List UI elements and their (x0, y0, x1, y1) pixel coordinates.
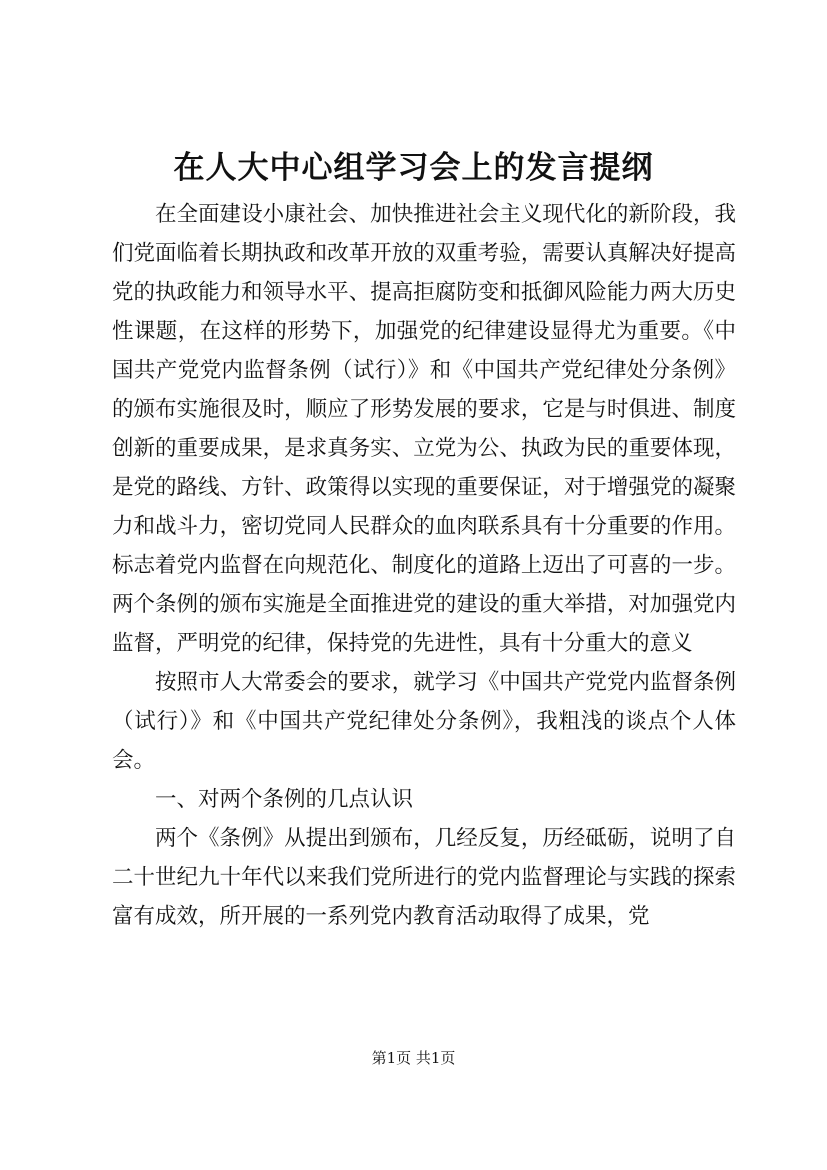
section-heading: 一、对两个条例的几点认识 (155, 787, 414, 812)
document-body (112, 195, 736, 936)
page-number-footer: 第1页 共1页 (371, 1049, 456, 1067)
paragraph-requirement: 按照市人大常委会的要求，就学习《中国共产党党内监督条例（试行）》和《中国共产党纪律处分条例》，我粗浅的谈点个人体会。 (112, 670, 736, 773)
paragraph-section-one: 两个《条例》从提出到颁布，几经反复，历经砥砺，说明了自二十世纪九十年代以来我们党所进行的党内监督理论与实践的探索富有成效，所开展的一系列党内教育活动取得了成果，党 (112, 826, 736, 929)
document-title: 在人大中心组学习会上的发言提纲 (173, 150, 654, 186)
paragraph-intro: 在全面建设小康社会、加快推进社会主义现代化的新阶段，我们党面临着长期执政和改革开放的双重考验，需要认真解决好提高党的执政能力和领导水平、提高拒腐防变和抵御风险能力两大历史性课题，在这样的形势下，加强党的纪律建设显得尤为重要。《中国共产党党内监督条例（试行）》和《中国共产党纪律处分条例》的颁布实施很及时，顺应了形势发展的要求，它是与时俱进、制度创新的重要成果，是求真务实、立党为公、执政为民的重要体现，是党的路线、方针、政策得以实现的重要保证，对于增强党的凝聚力和战斗力，密切党同人民群众的血肉联系具有十分重要的作用。标志着党内监督在向规范化、制度化的道路上迈出了可喜的一步。两个条例的颁布实施是全面推进党的建设的重大举措，对加强党内监督，严明党的纪律，保持党的先进性，具有十分重大的意义 (112, 202, 736, 656)
